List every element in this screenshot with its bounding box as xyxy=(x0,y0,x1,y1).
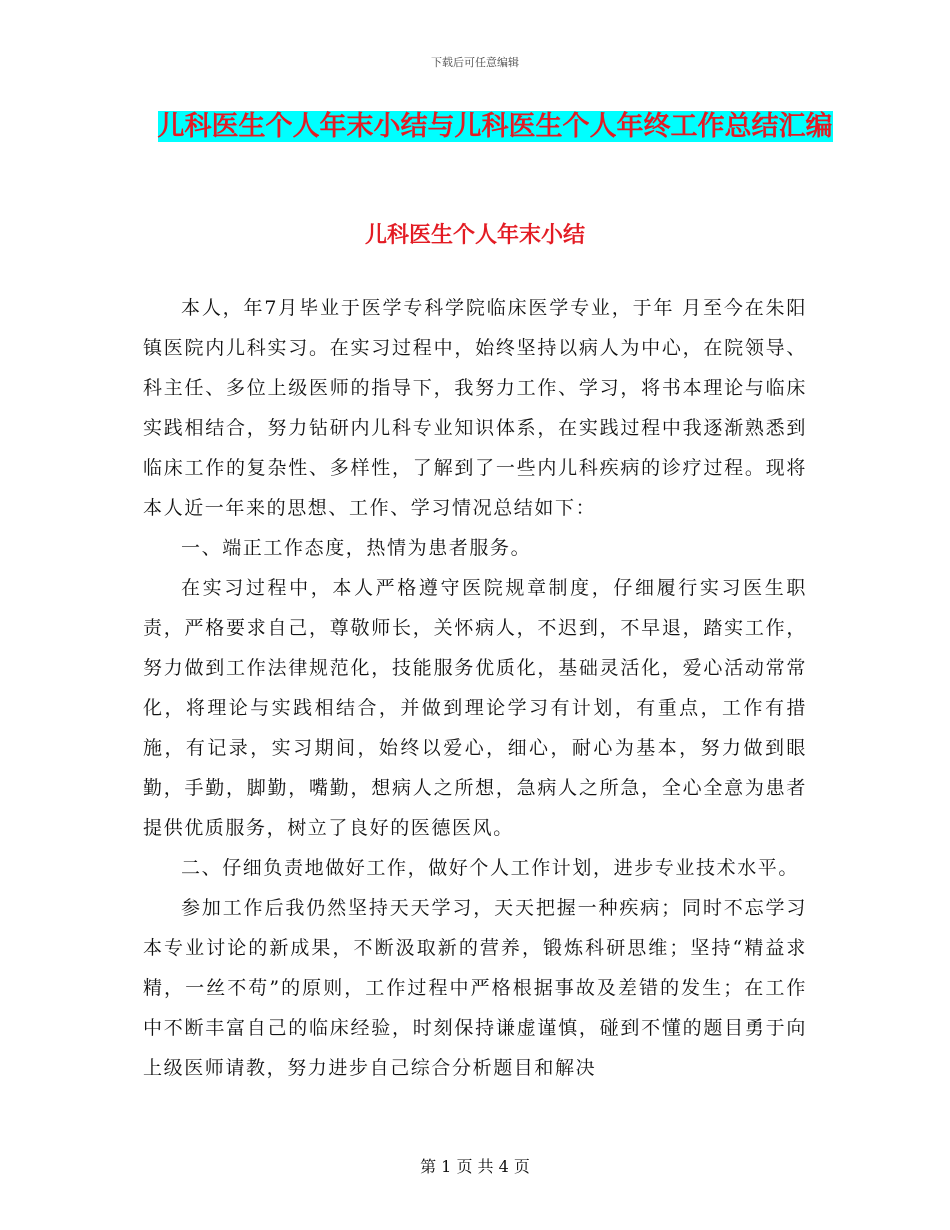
paragraph: 本人，年7月毕业于医学专科学院临床医学专业，于年 月至今在朱阳镇医院内儿科实习。在实习过程中，始终坚持以病人为中心，在院领导、科主任、多位上级医师的指导下，我努力工作、学习，将书本理论与临床实践相结合，努力钻研内儿科专业知识体系，在实践过程中我逐渐熟悉到临床工作的复杂性、多样性，了解到了一些内儿科疾病的诊疗过程。现将本人近一年来的思想、工作、学习情况总结如下： xyxy=(143,297,807,519)
page-footer xyxy=(0,1154,950,1177)
paragraph: 一、端正工作态度，热情为患者服务。 xyxy=(181,537,532,559)
page-number: 第 1 页 共 4 页 xyxy=(420,1157,530,1176)
header-note: 下载后可任意编辑 xyxy=(431,56,519,69)
body-text xyxy=(143,288,807,1088)
section-heading: 儿科医生个人年末小结 xyxy=(364,222,585,248)
document-title-text: 儿科医生个人年末小结与儿科医生个人年终工作总结汇编 xyxy=(157,111,833,142)
document-title xyxy=(150,104,840,150)
paragraph: 在实习过程中，本人严格遵守医院规章制度，仔细履行实习医生职责，严格要求自己，尊敬师长，关怀病人，不迟到，不早退，踏实工作，努力做到工作法律规范化，技能服务优质化，基础灵活化，爱心活动常常化，将理论与实践相结合，并做到理论学习有计划，有重点，工作有措施，有记录，实习期间，始终以爱心，细心，耐心为基本，努力做到眼勤，手勤，脚勤，嘴勤，想病人之所想，急病人之所急，全心全意为患者提供优质服务，树立了良好的医德医风。 xyxy=(143,577,807,839)
paragraph: 参加工作后我仍然坚持天天学习，天天把握一种疾病；同时不忘学习本专业讨论的新成果，不断汲取新的营养，锻炼科研思维；坚持“精益求精，一丝不苟”的原则，工作过程中严格根据事故及差错的发生；在工作中不断丰富自己的临床经验，时刻保持谦虚谨慎，碰到不懂的题目勇于向上级医师请教，努力进步自己综合分析题目和解决 xyxy=(143,897,807,1079)
paragraph: 二、仔细负责地做好工作，做好个人工作计划，进步专业技术水平。 xyxy=(181,857,800,879)
